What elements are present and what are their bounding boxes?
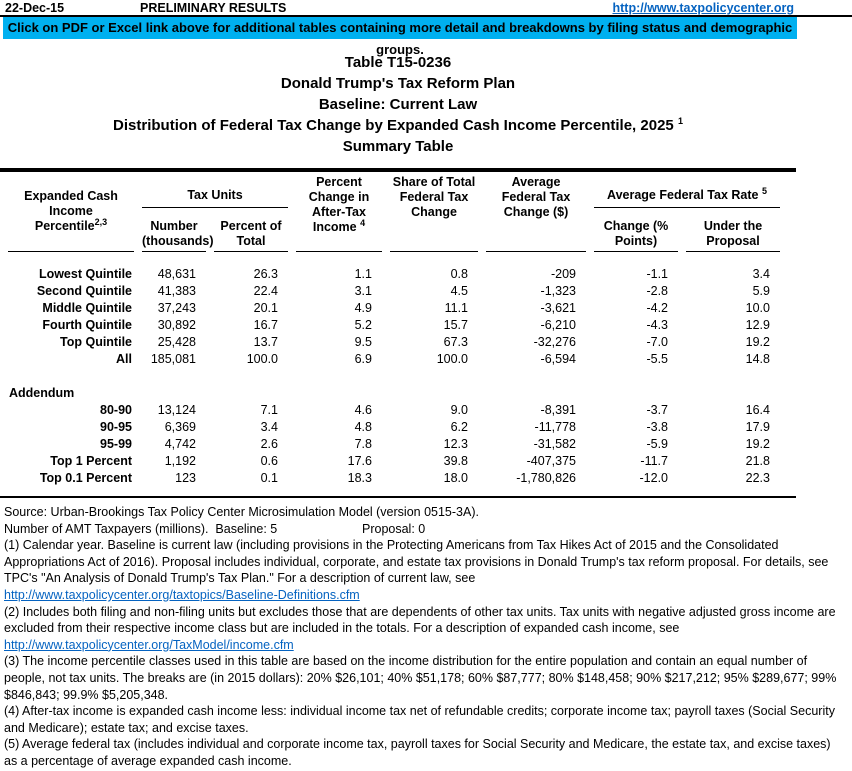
table-row-lowest-quintile: Lowest Quintile 48,631 26.3 1.1 0.8 -209 -1.1 3.4 (38, 266, 770, 281)
addendum-label: Addendum (9, 385, 75, 400)
plan-title: Donald Trump's Tax Reform Plan (280, 75, 516, 92)
group-header-tax-units: Tax Units (142, 172, 288, 208)
table-number-title: Table T15-0236 (344, 54, 452, 71)
summary-table-title: Summary Table (342, 138, 454, 155)
column-header-percentile: Expanded Cash Income Percentile$^{2,3}$ (8, 172, 134, 252)
table-row-80-90: 80-90 13,124 7.1 4.6 9.0 -8,391 -3.7 16.4 (100, 402, 770, 417)
table-title-block (0, 52, 796, 157)
column-header-average-change: Average Federal Tax Change ($) (486, 172, 586, 252)
amt-taxpayers-note (4, 521, 845, 538)
table-row-top-quintile: Top Quintile 25,428 13.7 9.5 67.3 -32,276 -7.0 19.2 (60, 334, 770, 349)
amt-baseline-value: Number of AMT Taxpayers (millions). Baseline: 5 (4, 521, 278, 536)
footnotes-block (0, 504, 849, 770)
footnote-2: (2) Includes both filing and non-filing units but excludes those that are dependents of other tax units. Tax units with negative adjusted gross income are excluded from their respective income class but are included in the totals. For a description of expanded cash income, see (4, 604, 836, 636)
addendum-label-row (8, 384, 780, 401)
table-row-middle-quintile: Middle Quintile 37,243 20.1 4.9 11.1 -3,621 -4.2 10.0 (42, 300, 770, 315)
spacer-row (8, 367, 780, 384)
spacer-row (8, 252, 780, 265)
column-header-share-of-total: Share of Total Federal Tax Change (390, 172, 478, 252)
info-banner: Click on PDF or Excel link above for additional tables containing more detail and breakdowns by filing status and demographic groups. (3, 17, 797, 39)
table-row-90-95: 90-95 6,369 3.4 4.8 6.2 -11,778 -3.8 17.9 (100, 419, 770, 434)
table-row-95-99: 95-99 4,742 2.6 7.8 12.3 -31,582 -5.9 19.2 (100, 436, 770, 451)
table-row-fourth-quintile: Fourth Quintile 30,892 16.7 5.2 15.7 -6,210 -4.3 12.9 (42, 317, 770, 332)
footnote-1: (1) Calendar year. Baseline is current law (including provisions in the Protecting Americans from Tax Hikes Act of 2015 and the Consolidated Appropriations Act of 2016). Proposal includes individual, corporate, and estate tax provisions in Donald Trump's tax reform proposal. For details, see TPC's "An Analysis of Donald Trump's Tax Plan." For a description of current law, see (4, 538, 829, 586)
table-row-top-1-percent: Top 1 Percent 1,192 0.6 17.6 39.8 -407,375 -11.7 21.8 (50, 453, 770, 468)
distribution-title: Distribution of Federal Tax Change by Expanded Cash Income Percentile, 2025 $^1$ (113, 116, 683, 134)
footnote-5: (5) Average federal tax (includes individual and corporate income tax, payroll taxes for Social Security and Medicare, the estate tax, and excise taxes) as a percentage of average expanded cash income. (4, 737, 831, 768)
baseline-definitions-link[interactable]: http://www.taxpolicycenter.org/taxtopics/Baseline-Definitions.cfm (4, 587, 360, 602)
summary-table (0, 168, 796, 498)
group-header-average-federal-tax-rate: Average Federal Tax Rate $^5$ (594, 172, 780, 208)
table-row-second-quintile: Second Quintile 41,383 22.4 3.1 4.5 -1,323 -2.8 5.9 (36, 283, 770, 298)
column-header-number-thousands: Number (thousands) (142, 208, 206, 252)
column-header-percent-of-total: Percent of Total (214, 208, 288, 252)
report-date: 22-Dec-15 (5, 1, 65, 15)
column-header-change-points: Change (% Points) (594, 208, 678, 252)
footnote-3: (3) The income percentile classes used in this table are based on the income distribution for the entire population and contain an equal number of people, not tax units. The breaks are (in 2015 dollars): 20% $26,101; 40% $51,178; 60% $87,777; 80% $148,458; 90% $217,212; 95% $289,677; 99% $846,843; 99.9% $5,205,348. (4, 654, 837, 702)
top-header-bar (0, 0, 852, 17)
source-note: Source: Urban-Brookings Tax Policy Center Microsimulation Model (version 0515-3A). (4, 505, 479, 519)
footnote-4: (4) After-tax income is expanded cash income less: individual income tax net of refundable credits; corporate income tax; payroll taxes (Social Security and Medicare); estate tax; and excise taxes. (4, 704, 835, 735)
table-row-top-0-1-percent: Top 0.1 Percent 123 0.1 18.3 18.0 -1,780,826 -12.0 22.3 (39, 470, 770, 485)
table-row-all: All 185,081 100.0 6.9 100.0 -6,594 -5.5 14.8 (116, 351, 770, 366)
taxpolicycenter-link[interactable]: http://www.taxpolicycenter.org (612, 1, 794, 15)
column-header-pct-change-after-tax-income: Percent Change in After-Tax Income $^4$ (296, 172, 382, 252)
preliminary-results-label: PRELIMINARY RESULTS (140, 1, 287, 15)
amt-proposal-value: Proposal: 0 (362, 521, 426, 536)
baseline-title: Baseline: Current Law (318, 96, 478, 113)
expanded-cash-income-link[interactable]: http://www.taxpolicycenter.org/TaxModel/income.cfm (4, 637, 294, 652)
column-header-under-proposal: Under the Proposal (686, 208, 780, 252)
